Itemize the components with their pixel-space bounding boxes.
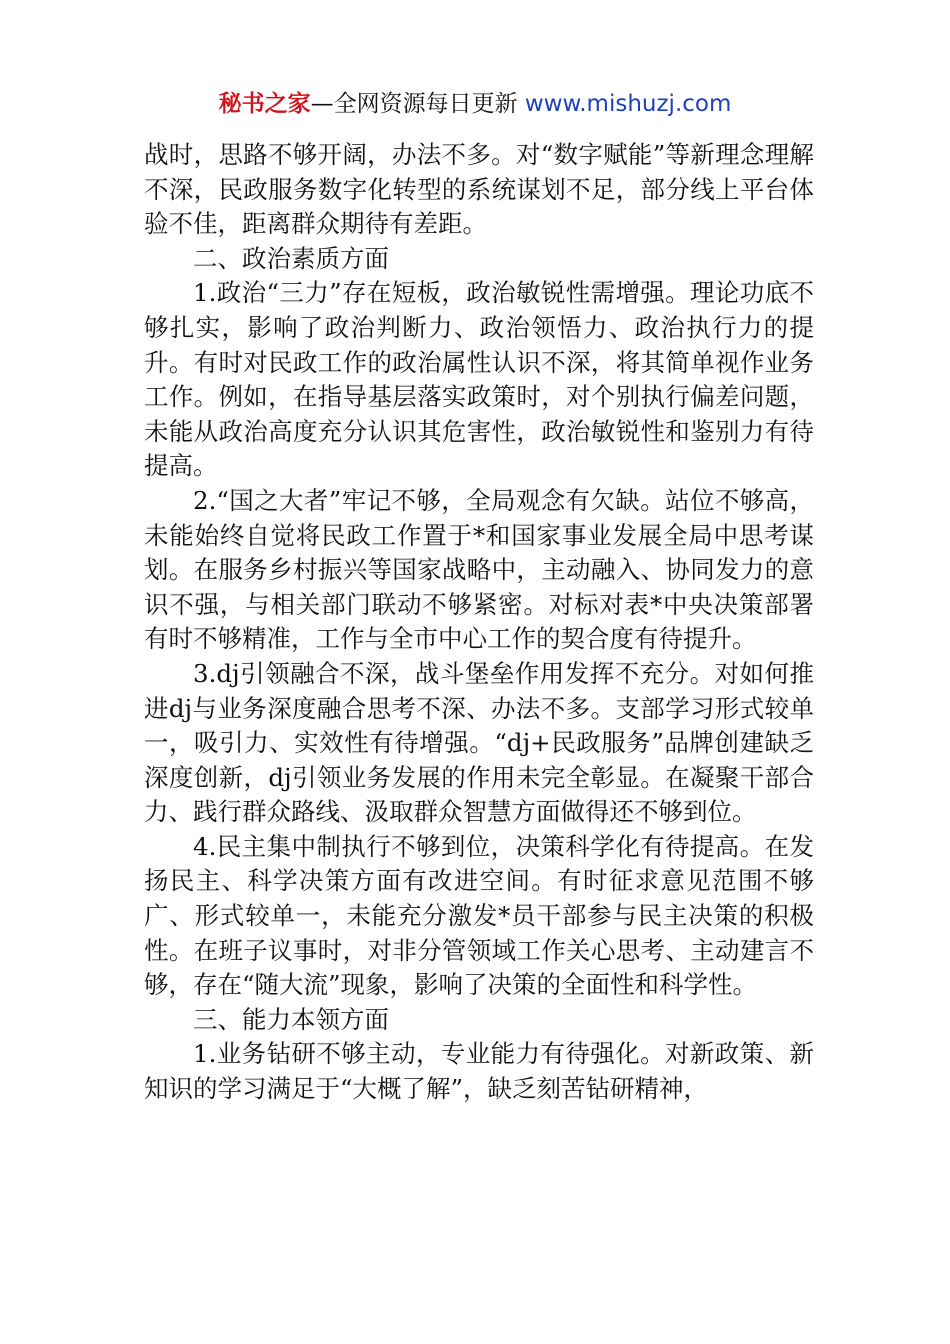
paragraph-item-2: 2.“国之大者”牢记不够，全局观念有欠缺。站位不够高，未能始终自觉将民政工作置于*和国家事业发展全局中思考谋划。在服务乡村振兴等国家战略中，主动融入、协同发力的意识不强，与相关部门联动不够紧密。对标对表*中央决策部署有时不够精准，工作与全市中心工作的契合度有待提升。 <box>144 485 814 654</box>
paragraph-ability-item-1: 1.业务钻研不够主动，专业能力有待强化。对新政策、新知识的学习满足于“大概了解”，缺乏刻苦钻研精神， <box>144 1039 814 1104</box>
section-heading-political-quality: 二、政治素质方面 <box>193 243 389 273</box>
site-url-link[interactable]: www.mishuzj.com <box>524 91 732 117</box>
paragraph-item-4: 4.民主集中制执行不够到位，决策科学化有待提高。在发扬民主、科学决策方面有改进空间。有时征求意见范围不够广、形式较单一，未能充分激发*员干部参与民主决策的积极性。在班子议事时，对非分管领域工作关心思考、主动建言不够，存在“随大流”现象，影响了决策的全面性和科学性。 <box>144 831 814 1000</box>
document-body <box>144 138 814 1107</box>
site-tagline: —全网资源每日更新 <box>310 91 525 117</box>
paragraph-item-3: 3.dj引领融合不深，战斗堡垒作用发挥不充分。对如何推进dj与业务深度融合思考不深、办法不多。支部学习形式较单一，吸引力、实效性有待增强。“dj+民政服务”品牌创建缺乏深度创新，dj引领业务发展的作用未完全彰显。在凝聚干部合力、践行群众路线、汲取群众智慧方面做得还不够到位。 <box>144 658 814 827</box>
site-brand: 秘书之家 <box>218 91 311 117</box>
paragraph-item-1: 1.政治“三力”存在短板，政治敏锐性需增强。理论功底不够扎实，影响了政治判断力、政治领悟力、政治执行力的提升。有时对民政工作的政治属性认识不深，将其简单视作业务工作。例如，在指导基层落实政策时，对个别执行偏差问题，未能从政治高度充分认识其危害性，政治敏锐性和鉴别力有待提高。 <box>144 278 814 481</box>
section-heading-ability: 三、能力本领方面 <box>193 1004 389 1034</box>
page-header <box>0 88 950 120</box>
paragraph-continuation: 战时，思路不够开阔，办法不多。对“数字赋能”等新理念理解不深，民政服务数字化转型的系统谋划不足，部分线上平台体验不佳，距离群众期待有差距。 <box>144 140 814 239</box>
